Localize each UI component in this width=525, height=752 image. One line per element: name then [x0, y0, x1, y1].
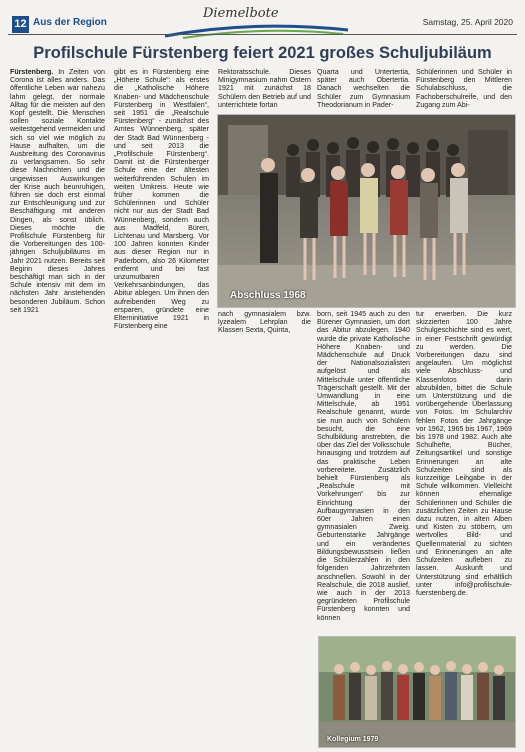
article-column-3-top: Rektoratsschule. Dieses Minigymnasium nahm Ostern 1921 mit zunächst 18 Schülern den Betrieb auf und unterrichtete fortan	[218, 68, 311, 109]
graduation-photo	[217, 114, 516, 308]
issue-date: Samstag, 25. April 2020	[422, 17, 513, 27]
page-header	[8, 6, 517, 36]
masthead-logo: Diemelbote	[203, 6, 279, 21]
article-column-4-top: Quarta und Untertertia, später auch Obertertia. Danach wechselten die Schüler zum Gymnasium Theodorianum in Pader-	[317, 68, 410, 109]
dateline: Fürstenberg.	[10, 68, 54, 76]
photo-caption: Kollegium 1979	[327, 736, 379, 743]
masthead-swoosh-icon	[163, 18, 353, 40]
article-column-1	[10, 68, 105, 314]
article-column-2-bottom: nach gymnasialem bzw. lyzealem Lehrplan die Klassen Sexta, Quinta,	[218, 310, 311, 335]
header-rule	[8, 34, 517, 35]
article-column-3-bottom: born, seit 1945 auch zu den Bürener Gymnasien, um dort das Abitur abzulegen. 1940 wurde die private Katholische Höhere Knaben- und Mädchenschule auf Druck der Nationalsozialisten aufgelöst und als Mittelschule unter öffentliche Trägerschaft gestellt. Mit der Umwandlung in eine Mittelschule, ab 1951 Realschule genannt, wurde sie nun auch von Schülern besucht, die eine Schulbildung anstrebten, die über das Ziel der Volksschule hinausging und trotzdem auf das praktische Leben vorbereitete. Zusätzlich behielt Fürstenberg als „Realschule mit Vorkehrungen“ bis zur Einrichtung der Aufbaugymnasien in den 60er Jahren einen gymnasialen Zweig. Geburtenstarke Jahrgänge und ein verändertes Bildungsbewusstsein ließen die Schülerzahlen in den folgenden Jahrzehnten anschnellen. Sowohl in der Realschule, die 2018 auslief, wie auch in der 2013 gegründeten Profilschule Fürstenberg konnten und können	[317, 310, 410, 622]
page-number: 12	[12, 16, 29, 33]
article-column-5-top: Schülerinnen und Schüler in Fürstenberg den Mittleren Schulabschluss, die Fachoberschulreife, und den Zugang zum Abi-	[416, 68, 512, 109]
staff-photo	[318, 636, 516, 748]
section-title: Aus der Region	[33, 17, 107, 28]
article-headline: Profilschule Fürstenberg feiert 2021 großes Schuljubiläum	[33, 44, 492, 62]
photo-caption: Abschluss 1968	[230, 290, 306, 301]
article-column-2: gibt es in Fürstenberg eine „Höhere Schule“: als erstes die „Katholische Höhere Knaben- und Mädchenschule Fürstenberg in Westfalen“, seit 1951 die „Realschule Fürstenberg“ - zunächst des Amtes Wünnenberg, später der Stadt Bad Wünnenberg - und seit 2013 die „Profilschule Fürstenberg“. Damit ist die Fürstenberger Schule eine der ältesten weiterführenden Schulen im weiten Umkreis. Heute wie früher kommen die Schülerinnen und Schüler nicht nur aus der Stadt Bad Wünnenberg, sondern auch aus Madfeld, Büren, Lichtenau und Marsberg. Vor 100 Jahren konnten Kinder aus dieser Region nur in Paderborn, also 26 Kilometer entfernt und bei fast unzumutbaren Verkehrsanbindungen, das Abitur ablegen. Um ihnen den aufreibenden Weg zu ersparen, gründete eine Elterninitiative 1921 in Fürstenberg eine	[114, 68, 209, 331]
column-1-text: In Zeiten von Corona ist alles anders. Das öffentliche Leben war nahezu lahm gelegt, der normale Alltag für die meisten auf den Kopf gestellt. Die Menschen sollen soziale Kontakte weitestgehend vermeiden und sich so viel wie möglich zu Hause aufhalten, um die Ausbreitung des Coronavirus zu verlangsamen. So sehr diese Nachrichten und die ungewissen Auswirkungen der Krise auch beunruhigen, führen sie doch erst einmal zur Entschleunigung und zur Beschäftigung mit anderen Dingen, als sonst üblich. Dieses möchte die Profilschule Fürstenberg für die Vorbereitungen des 100-jährigen Schuljubiläums im Jahr 2021 nutzen. Bereits seit Beginn dieses Jahres beschäftigt man sich in der Schule intensiv mit dem im nächsten Jahr anstehenden besonderen Jubiläum. Schon seit 1921	[10, 68, 105, 314]
article-column-4-bottom: tur erwerben. Die kurz skizzierten 100 Jahre Schulgeschichte sind es wert, in einer Festschrift gewürdigt zu werden. Die Vorbereitungen dazu sind angelaufen. Um möglichst viele Abschluss- und Klassenfotos darin abzubilden, bittet die Schule um Unterstützung und die vorübergehende Überlassung von Fotos. Im Schularchiv fehlen Fotos der Jahrgänge vor 1962, 1965 bis 1967, 1969 bis 1978 und 1982. Auch alte Schulhefte, Bücher, Zeitungsartikel und sonstige Erinnerungen an alte Schulzeiten sind als kurzzeitige Leihgabe in der Schule willkommen. Vielleicht können ehemalige Schülerinnen und Schüler die zusätzlichen Zeiten zu Hause dazu nutzen, in alten Alben und Kisten zu stöbern, um wertvolles Bild- und Quellenmaterial zu sichten und Erinnerungen an alte Schulzeiten aufleben zu lassen. Auskunft und Unterstützung sind erhältlich unter info@profilschule-fuerstenberg.de.	[416, 310, 512, 597]
